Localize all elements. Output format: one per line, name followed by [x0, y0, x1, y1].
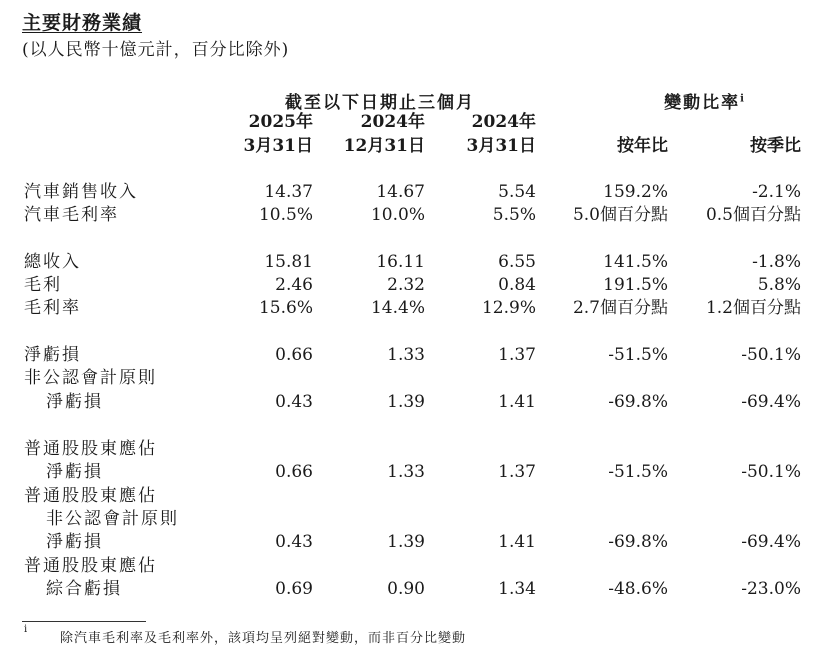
row-label: 非公認會計原則: [24, 368, 157, 388]
column-header-date: 3月31日: [466, 136, 536, 156]
table-title: 主要財務業績: [22, 12, 143, 34]
row-value: 5.54: [498, 182, 536, 202]
row-label: 普通股股東應佔: [24, 556, 157, 576]
column-header-2025-mar: [244, 110, 314, 158]
column-header-2024-dec: [344, 110, 425, 158]
row-value: 1.33: [387, 345, 425, 365]
row-value: 1.37: [498, 462, 536, 482]
row-value: 1.34: [498, 579, 536, 599]
row-value: -69.8%: [608, 532, 668, 552]
table-row: [0, 250, 831, 274]
row-value: 1.33: [387, 462, 425, 482]
row-value: -2.1%: [752, 182, 801, 202]
row-value: 5.0個百分點: [572, 205, 668, 225]
row-value: -23.0%: [741, 579, 801, 599]
row-label: 汽車毛利率: [24, 205, 119, 225]
table-row: [0, 554, 831, 578]
row-value: 1.2個百分點: [705, 298, 801, 318]
row-value: 10.0%: [370, 205, 425, 225]
row-value: 141.5%: [603, 252, 668, 272]
column-header-year: 2024年: [360, 112, 425, 132]
table-subtitle: (以人民幣十億元計，百分比除外): [22, 40, 290, 60]
row-value: 2.46: [275, 275, 313, 295]
row-value: 14.67: [376, 182, 425, 202]
row-value: 2.7個百分點: [572, 298, 668, 318]
row-value: -50.1%: [741, 462, 801, 482]
table-row: [0, 203, 831, 227]
footnote-divider: [22, 621, 146, 622]
row-value: 6.55: [498, 252, 536, 272]
row-value: 1.39: [387, 532, 425, 552]
row-label: 普通股股東應佔: [24, 486, 157, 506]
table-row: [0, 390, 831, 414]
row-value: -48.6%: [608, 579, 668, 599]
column-header-date: 3月31日: [243, 136, 313, 156]
row-label: 總收入: [24, 252, 81, 272]
row-value: -50.1%: [741, 345, 801, 365]
row-label: 淨虧損: [24, 345, 81, 365]
footnote-mark: i: [24, 624, 28, 635]
footnote-ref: i: [740, 93, 744, 105]
row-label: 淨虧損: [46, 392, 103, 412]
row-value: 0.90: [387, 579, 425, 599]
row-value: 10.5%: [258, 205, 313, 225]
row-value: 5.5%: [492, 205, 536, 225]
table-row: [0, 437, 831, 461]
row-label: 淨虧損: [46, 532, 103, 552]
row-value: -51.5%: [608, 345, 668, 365]
row-value: 16.11: [376, 252, 425, 272]
table-row: [0, 530, 831, 554]
table-row: [0, 366, 831, 390]
row-value: 0.5個百分點: [705, 205, 801, 225]
row-value: 14.4%: [370, 298, 425, 318]
row-value: 0.43: [275, 392, 313, 412]
table-row: [0, 343, 831, 367]
row-value: 0.69: [275, 579, 313, 599]
row-value: 1.41: [498, 532, 536, 552]
row-value: -69.8%: [608, 392, 668, 412]
row-value: 15.6%: [258, 298, 313, 318]
table-row: [0, 180, 831, 204]
column-header-date: 12月31日: [343, 136, 425, 156]
row-label: 淨虧損: [46, 462, 103, 482]
row-value: 0.66: [275, 345, 313, 365]
row-value: 12.9%: [481, 298, 536, 318]
row-value: 191.5%: [603, 275, 668, 295]
row-label: 普通股股東應佔: [24, 439, 157, 459]
row-value: 159.2%: [603, 182, 668, 202]
row-value: 14.37: [264, 182, 313, 202]
row-value: 0.66: [275, 462, 313, 482]
row-value: -69.4%: [741, 532, 801, 552]
table-row: [0, 460, 831, 484]
table-row: [0, 273, 831, 297]
period-group-header: 截至以下日期止三個月: [285, 93, 475, 113]
row-label: 綜合虧損: [46, 579, 122, 599]
row-value: 2.32: [387, 275, 425, 295]
column-header-yoy: [617, 110, 668, 158]
row-label: 非公認會計原則: [46, 509, 179, 529]
row-value: -69.4%: [741, 392, 801, 412]
row-label: 毛利率: [24, 298, 81, 318]
row-value: 15.81: [264, 252, 313, 272]
column-header-year: 2025年: [248, 112, 313, 132]
footnote-text: 除汽車毛利率及毛利率外，該項均呈列絕對變動，而非百分比變動: [60, 631, 467, 646]
row-value: 5.8%: [757, 275, 801, 295]
table-row: [0, 296, 831, 320]
column-header-label: 按季比: [750, 136, 801, 156]
row-value: -51.5%: [608, 462, 668, 482]
column-header-2024-mar: [467, 110, 537, 158]
column-header-year: 2024年: [471, 112, 536, 132]
column-header-qoq: [750, 110, 801, 158]
row-value: 1.39: [387, 392, 425, 412]
row-value: 1.37: [498, 345, 536, 365]
table-row: [0, 577, 831, 601]
row-label: 毛利: [24, 275, 62, 295]
table-row: [0, 507, 831, 531]
row-value: 0.84: [498, 275, 536, 295]
row-value: 1.41: [498, 392, 536, 412]
change-group-header: 變動比率$^i$: [664, 93, 744, 113]
row-value: -1.8%: [752, 252, 801, 272]
row-label: 汽車銷售收入: [24, 182, 138, 202]
table-row: [0, 484, 831, 508]
row-value: 0.43: [275, 532, 313, 552]
column-header-label: 按年比: [617, 136, 668, 156]
